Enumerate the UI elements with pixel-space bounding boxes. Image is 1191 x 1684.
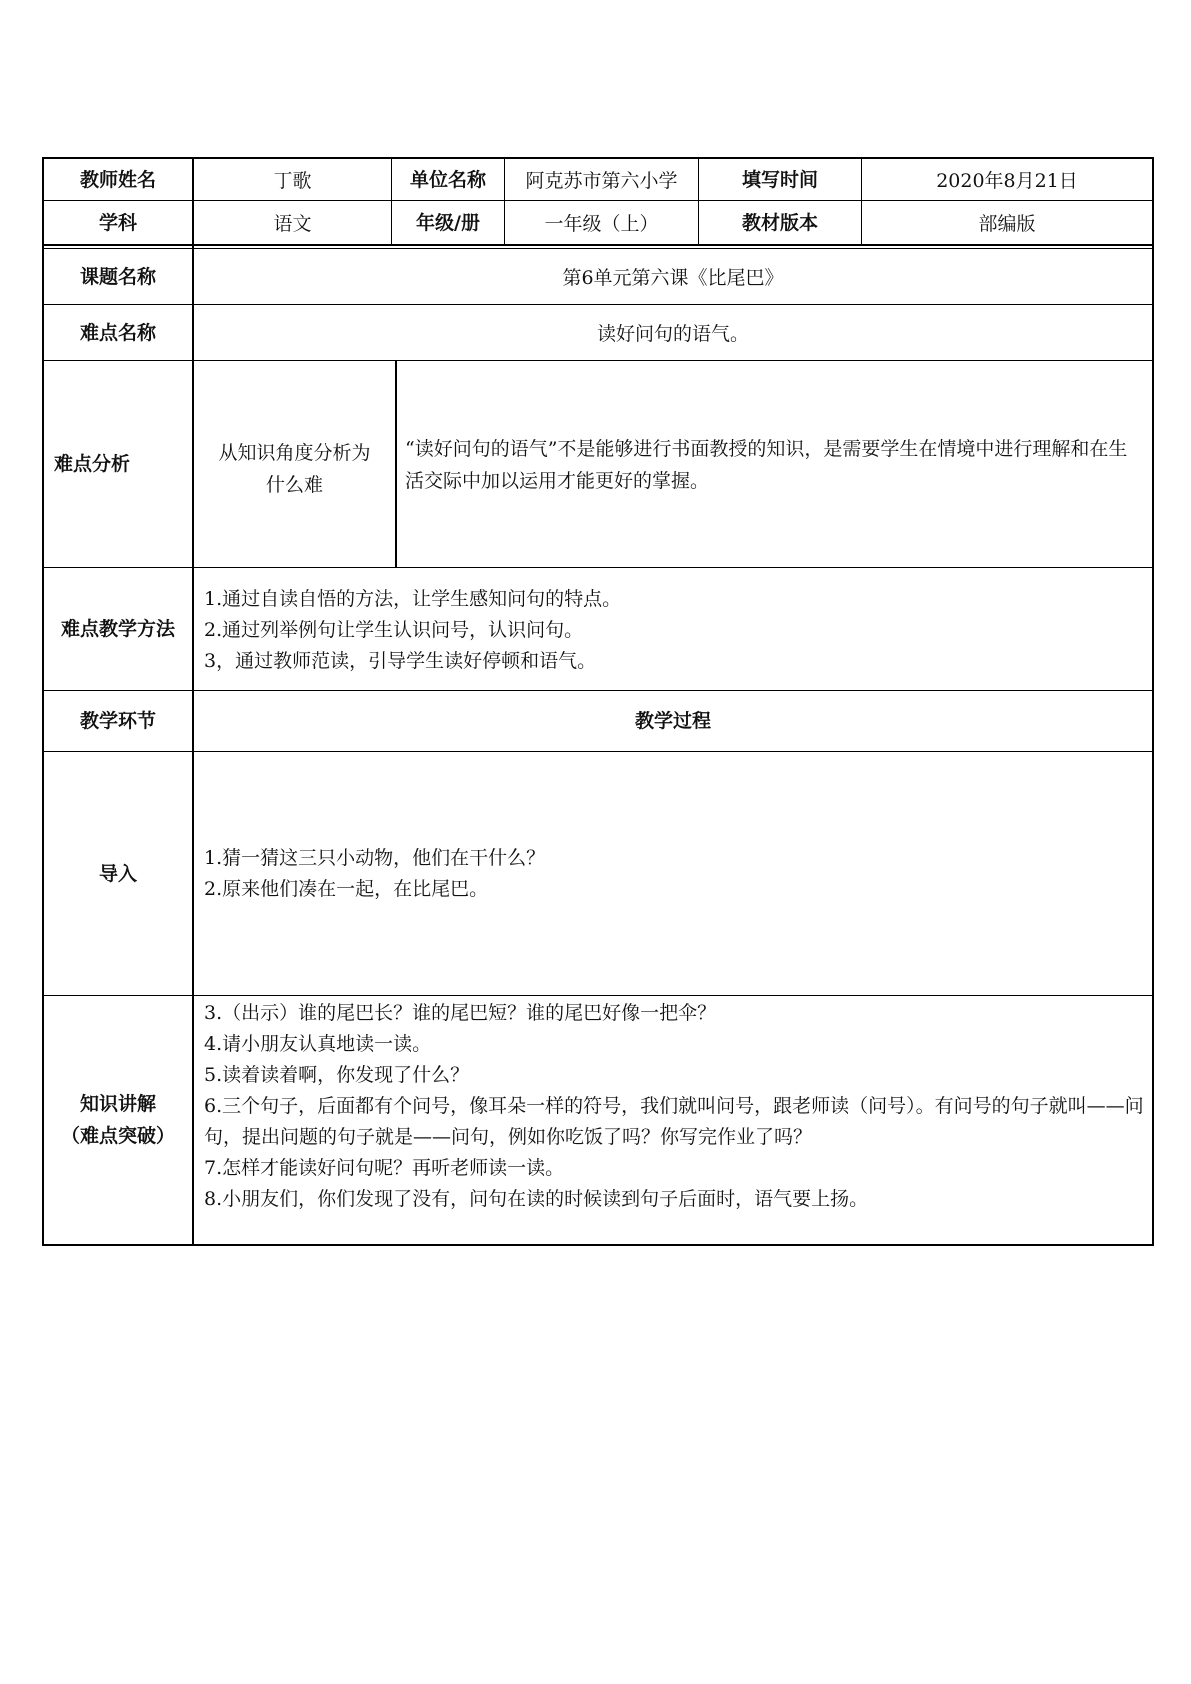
- teaching-method-list: [204, 584, 1144, 677]
- knowledge-label: [44, 996, 192, 1244]
- rule-bottom: [42, 1244, 1154, 1246]
- teacher-name-value: 丁歌: [273, 170, 312, 192]
- analysis-subheading-line1: 从知识角度分析为: [218, 442, 371, 464]
- grade-value: 一年级（上）: [544, 213, 659, 235]
- knowledge-item-4: 4.请小朋友认真地读一读。: [204, 1033, 432, 1055]
- lesson-title-value: 第6单元第六课《比尾巴》: [562, 267, 784, 289]
- knowledge-label-line2: （难点突破）: [60, 1125, 175, 1147]
- rule-row4: [42, 360, 1154, 361]
- knowledge-item-6: 6.三个句子，后面都有个问号，像耳朵一样的符号，我们就叫问号，跟老师读（问号）。有问号的句子就叫——问句，提出问题的句子就是——问句，例如你吃饭了吗？你写完作业了吗？: [204, 1095, 1144, 1148]
- knowledge-item-3: 3.（出示）谁的尾巴长？谁的尾巴短？谁的尾巴好像一把伞？: [204, 1002, 717, 1024]
- method-item-1: 1.通过自读自悟的方法，让学生感知问句的特点。: [204, 588, 622, 610]
- knowledge-item-5: 5.读着读着啊，你发现了什么？: [204, 1064, 470, 1086]
- analysis-subheading-line2: 什么难: [265, 474, 323, 496]
- difficulty-name-label: 难点名称: [79, 321, 156, 344]
- rule-col-analysis: [395, 361, 397, 567]
- edition-value: 部编版: [978, 213, 1036, 235]
- subject-value: 语文: [273, 213, 312, 235]
- difficulty-name-value: 读好问句的语气。: [596, 323, 749, 345]
- intro-list: [204, 843, 1144, 905]
- analysis-subheading: [194, 437, 395, 501]
- rule-row8: [42, 995, 1154, 996]
- difficulty-analysis-label: 难点分析: [54, 453, 131, 475]
- subject-label: 学科: [98, 211, 137, 234]
- knowledge-item-8: 8.小朋友们，你们发现了没有，问句在读的时候读到句子后面时，语气要上扬。: [204, 1188, 869, 1210]
- difficulty-analysis-text: “读好问句的语气”不是能够进行书面教授的知识，是需要学生在情境中进行理解和在生活交际中加以运用才能更好的掌握。: [405, 438, 1128, 492]
- fill-date-value: 2020年8月21日: [936, 170, 1078, 192]
- knowledge-item-7: 7.怎样才能读好问句呢？再听老师读一读。: [204, 1157, 565, 1179]
- grade-label: 年级/册: [416, 211, 480, 234]
- edition-label: 教材版本: [741, 211, 818, 234]
- teaching-method-label: 难点教学方法: [60, 618, 175, 640]
- teaching-process-heading: 教学过程: [634, 710, 711, 732]
- method-item-3: 3，通过教师范读，引导学生读好停顿和语气。: [204, 650, 597, 672]
- knowledge-label-line1: 知识讲解: [79, 1093, 156, 1115]
- teacher-name-label: 教师姓名: [79, 168, 156, 191]
- rule-row5: [42, 567, 1154, 568]
- teaching-step-label: 教学环节: [79, 710, 156, 732]
- knowledge-list: [204, 998, 1144, 1215]
- rule-row7: [42, 751, 1154, 752]
- rule-right: [1152, 157, 1154, 1246]
- rule-row2: [42, 244, 1154, 246]
- intro-label: 导入: [98, 862, 137, 885]
- method-item-2: 2.通过列举例句让学生认识问号，认识问句。: [204, 619, 584, 641]
- lesson-title-label: 课题名称: [79, 265, 156, 288]
- unit-name-label: 单位名称: [409, 168, 486, 191]
- unit-name-value: 阿克苏市第六小学: [525, 170, 678, 192]
- intro-item-2: 2.原来他们凑在一起，在比尾巴。: [204, 878, 489, 900]
- intro-item-1: 1.猜一猜这三只小动物，他们在干什么？: [204, 847, 546, 869]
- fill-date-label: 填写时间: [741, 168, 818, 191]
